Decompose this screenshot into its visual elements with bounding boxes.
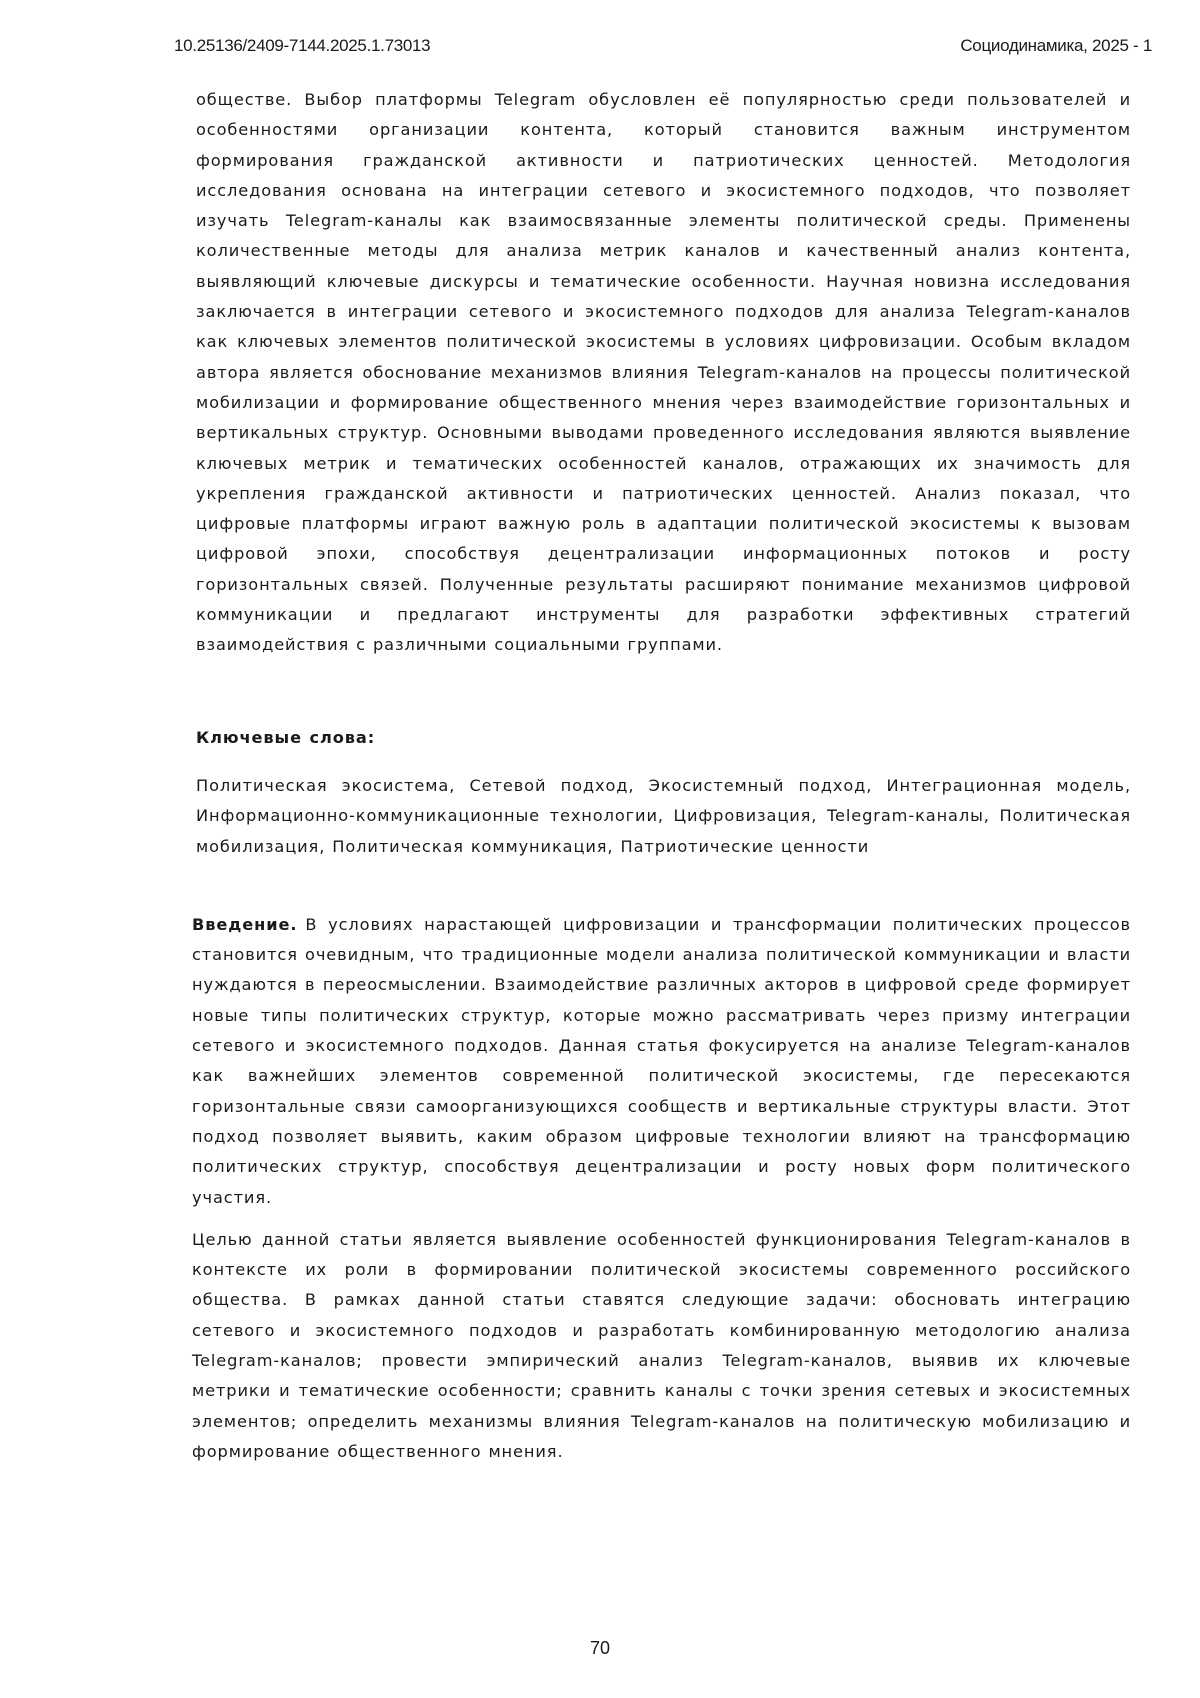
article-body	[196, 85, 1131, 1467]
keywords-list: Политическая экосистема, Сетевой подход, Экосистемный подход, Интеграционная модель, Информационно-коммуникационные технологии, Цифровизация, Telegram-каналы, Политическая мобилизация, Политическая коммуникация, Патриотические ценности	[196, 771, 1131, 862]
page-number: 70	[0, 1638, 1200, 1659]
abstract-paragraph: обществе. Выбор платформы Telegram обусловлен её популярностью среди пользователей и особенностями организации контента, который становится важным инструментом формирования гражданской активности и патриотических ценностей. Методология исследования основана на интеграции сетевого и экосистемного подходов, что позволяет изучать Telegram-каналы как взаимосвязанные элементы политической среды. Применены количественные методы для анализа метрик каналов и качественный анализ контента, выявляющий ключевые дискурсы и тематические особенности. Научная новизна исследования заключается в интеграции сетевого и экосистемного подходов для анализа Telegram-каналов как ключевых элементов политической экосистемы в условиях цифровизации. Особым вкладом автора является обоснование механизмов влияния Telegram-каналов на процессы политической мобилизации и формирование общественного мнения через взаимодействие горизонтальных и вертикальных структур. Основными выводами проведенного исследования являются выявление ключевых метрик и тематических особенностей каналов, отражающих их значимость для укрепления гражданской активности и патриотических ценностей. Анализ показал, что цифровые платформы играют важную роль в адаптации политической экосистемы к вызовам цифровой эпохи, способствуя децентрализации информационных потоков и росту горизонтальных связей. Полученные результаты расширяют понимание механизмов цифровой коммуникации и предлагают инструменты для разработки эффективных стратегий взаимодействия с различными социальными группами.	[196, 85, 1131, 661]
doi-label: 10.25136/2409-7144.2025.1.73013	[174, 36, 430, 56]
introduction-paragraph	[192, 910, 1131, 1213]
introduction-text: В условиях нарастающей цифровизации и трансформации политических процессов становится очевидным, что традиционные модели анализа политической коммуникации и власти нуждаются в переосмыслении. Взаимодействие различных акторов в цифровой среде формирует новые типы политических структур, которые можно рассматривать через призму интеграции сетевого и экосистемного подходов. Данная статья фокусируется на анализе Telegram-каналов как важнейших элементов современной политической экосистемы, где пересекаются горизонтальные связи самоорганизующихся сообществ и вертикальные структуры власти. Этот подход позволяет выявить, каким образом цифровые технологии влияют на трансформацию политических структур, способствуя децентрализации и росту новых форм политического участия.	[192, 915, 1131, 1207]
page-header	[174, 36, 1152, 62]
goals-paragraph: Целью данной статьи является выявление особенностей функционирования Telegram-каналов в контексте их роли в формировании политической экосистемы современного российского общества. В рамках данной статьи ставятся следующие задачи: обосновать интеграцию сетевого и экосистемного подходов и разработать комбинированную методологию анализа Telegram-каналов; провести эмпирический анализ Telegram-каналов, выявив их ключевые метрики и тематические особенности; сравнить каналы с точки зрения сетевых и экосистемных элементов; определить механизмы влияния Telegram-каналов на политическую мобилизацию и формирование общественного мнения.	[192, 1225, 1131, 1467]
journal-label: Социодинамика, 2025 - 1	[960, 36, 1152, 56]
keywords-heading: Ключевые слова:	[196, 723, 1131, 753]
introduction-heading: Введение.	[192, 915, 297, 934]
